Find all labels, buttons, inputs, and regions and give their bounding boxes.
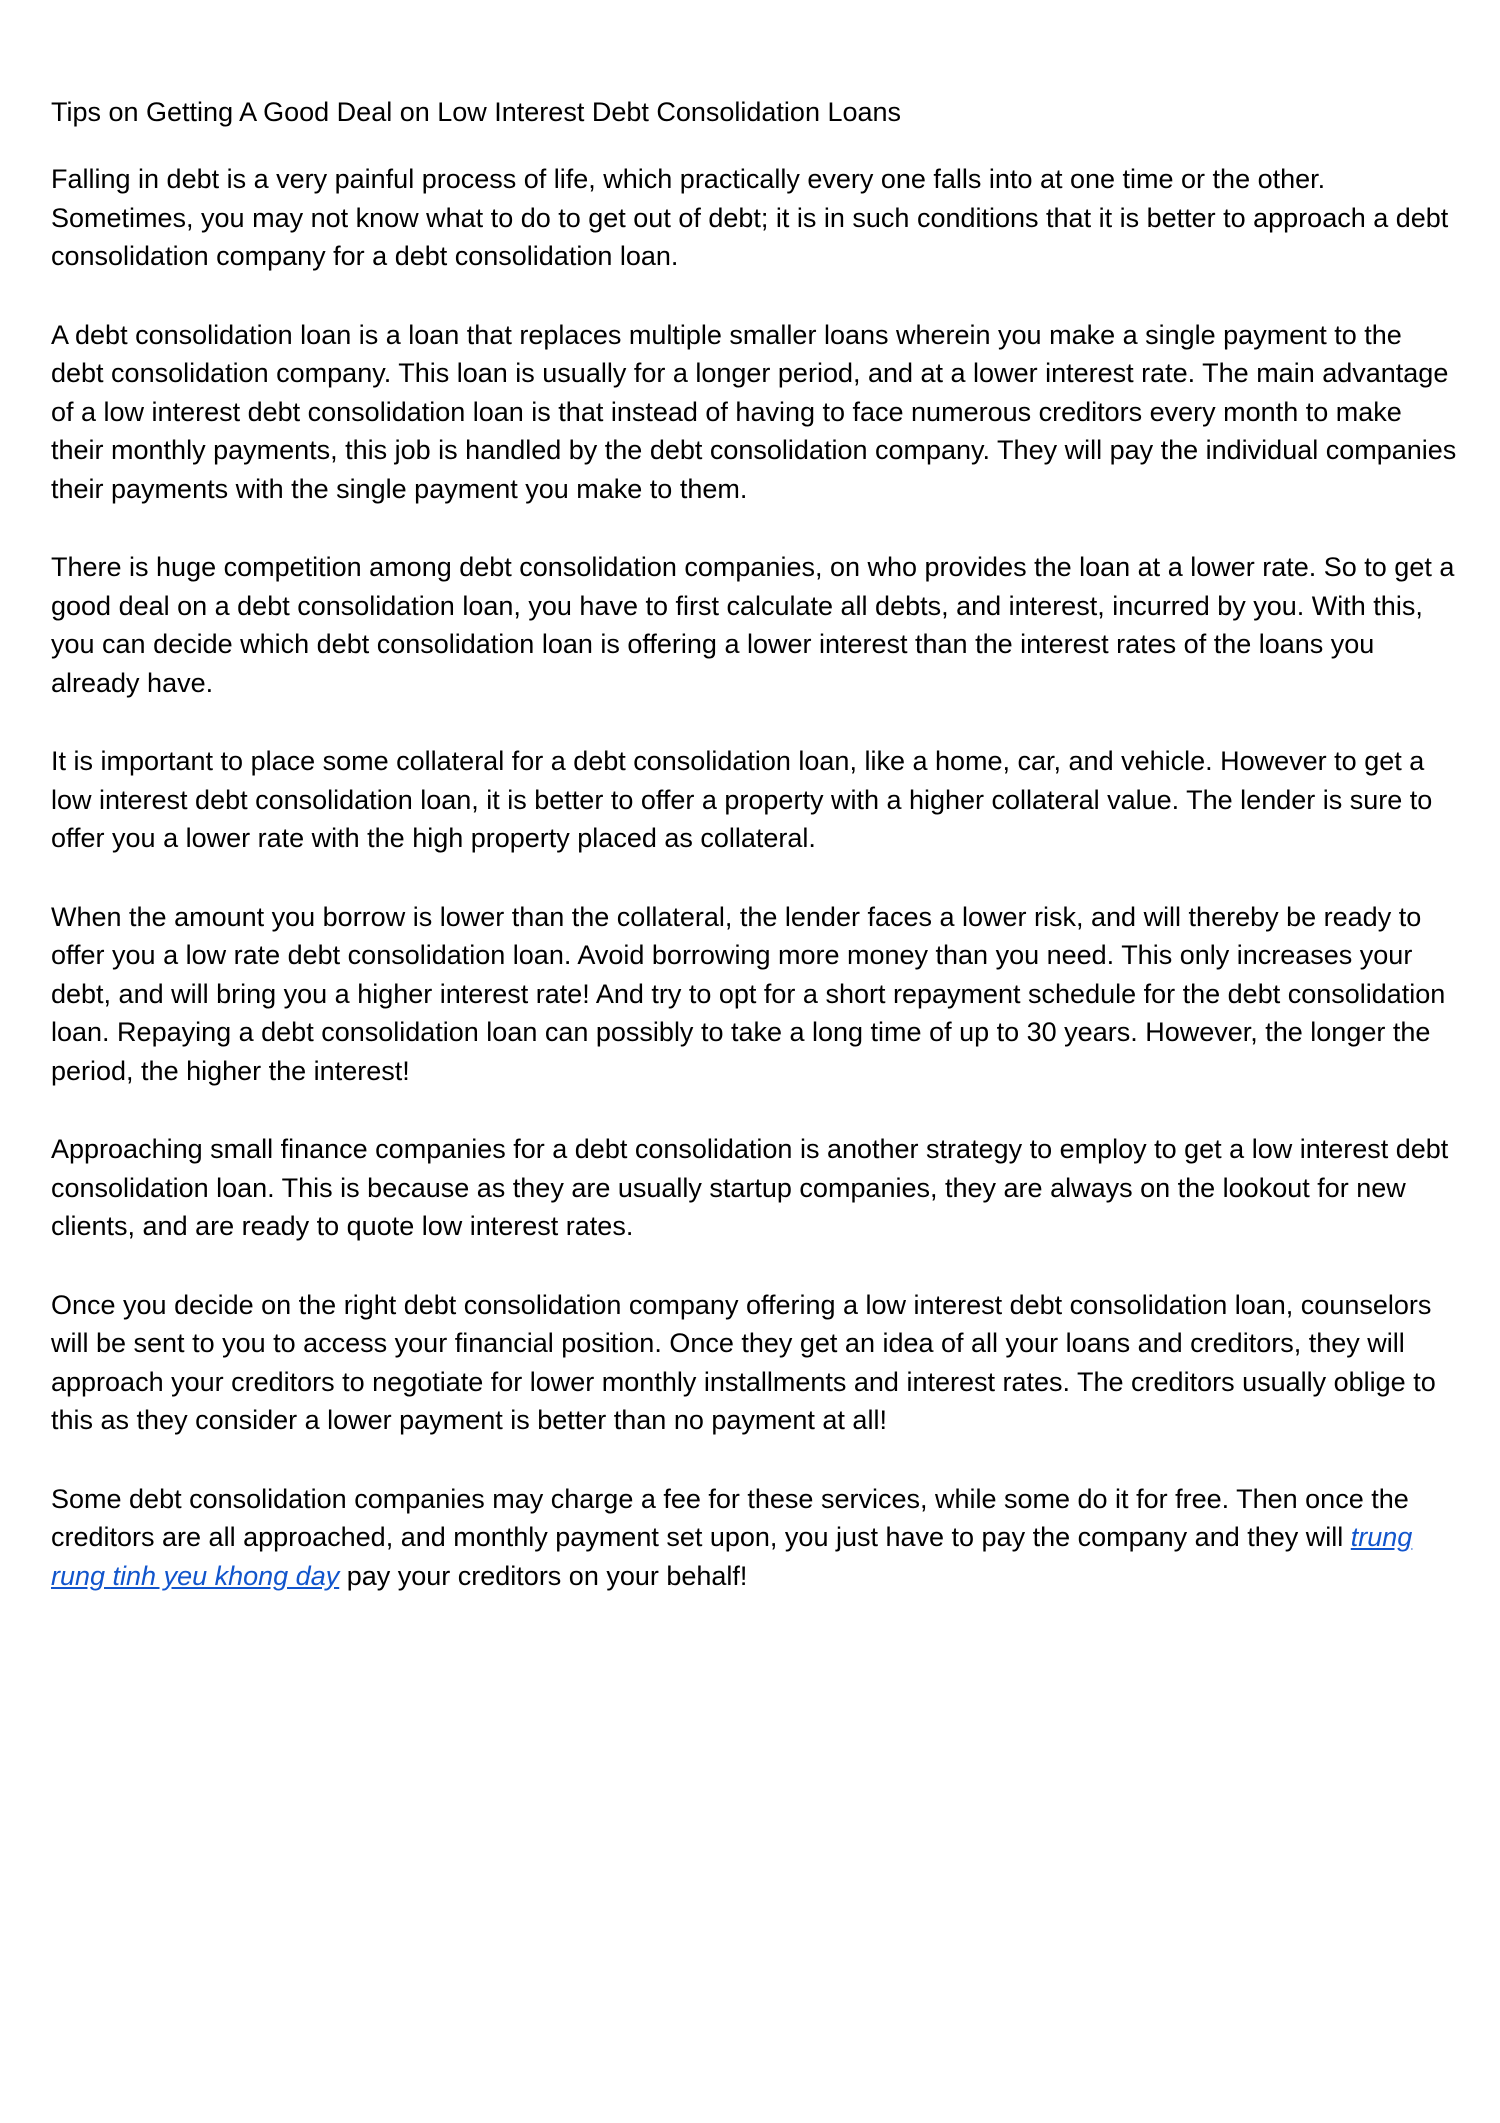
paragraph-1: Falling in debt is a very painful process of life, which practically every one falls into at one time or the other. Sometimes, you may not know what to do to get out of debt; it is in such conditions that it is better to approach a debt consolidation company for a debt consolidation loan. <box>51 164 1449 271</box>
paragraph-4: It is important to place some collateral for a debt consolidation loan, like a home, car, and vehicle. However to get a low interest debt consolidation loan, it is better to offer a property with a higher collateral value. The lender is sure to offer you a lower rate with the high property placed as collateral. <box>51 746 1433 853</box>
document-page <box>51 92 1461 1635</box>
paragraph-2: A debt consolidation loan is a loan that replaces multiple smaller loans wherein you make a single payment to the debt consolidation company. This loan is usually for a longer period, and at a lower interest rate. The main advantage of a low interest debt consolidation loan is that instead of having to face numerous creditors every month to make their monthly payments, this job is handled by the debt consolidation company. They will pay the individual companies their payments with the single payment you make to them. <box>51 319 1457 504</box>
paragraph-6: Approaching small finance companies for a debt consolidation is another strategy to employ to get a low interest debt consolidation loan. This is because as they are usually startup companies, they are always on the lookout for new clients, and are ready to quote low interest rates. <box>51 1134 1449 1241</box>
paragraph-5: When the amount you borrow is lower than the collateral, the lender faces a lower risk, and will thereby be ready to offer you a low rate debt consolidation loan. Avoid borrowing more money than you need. This only increases your debt, and will bring you a higher interest rate! And try to opt for a short repayment schedule for the debt consolidation loan. Repaying a debt consolidation loan can possibly to take a long time of up to 30 years. However, the longer the period, the higher the interest! <box>51 901 1446 1086</box>
paragraph-8-text-before-link: Some debt consolidation companies may charge a fee for these services, while some do it for free. Then once the creditors are all approached, and monthly payment set upon, you just have to pay the company and they will <box>51 1483 1409 1552</box>
paragraph-3: There is huge competition among debt consolidation companies, on who provides the loan at a lower rate. So to get a good deal on a debt consolidation loan, you have to first calculate all debts, and interest, incurred by you. With this, you can decide which debt consolidation loan is offering a lower interest than the interest rates of the loans you already have. <box>51 552 1455 698</box>
paragraph-7: Once you decide on the right debt consolidation company offering a low interest debt consolidation loan, counselors will be sent to you to access your financial position. Once they get an idea of all your loans and creditors, they will approach your creditors to negotiate for lower monthly installments and interest rates. The creditors usually oblige to this as they consider a lower payment is better than no payment at all! <box>51 1289 1436 1435</box>
paragraph-8-text-after-link: pay your creditors on your behalf! <box>339 1560 748 1591</box>
paragraph-8 <box>51 1480 1461 1596</box>
inline-link[interactable]: trung rung tinh yeu khong day <box>51 1522 1413 1591</box>
document-title: Tips on Getting A Good Deal on Low Interest Debt Consolidation Loans <box>51 97 902 127</box>
